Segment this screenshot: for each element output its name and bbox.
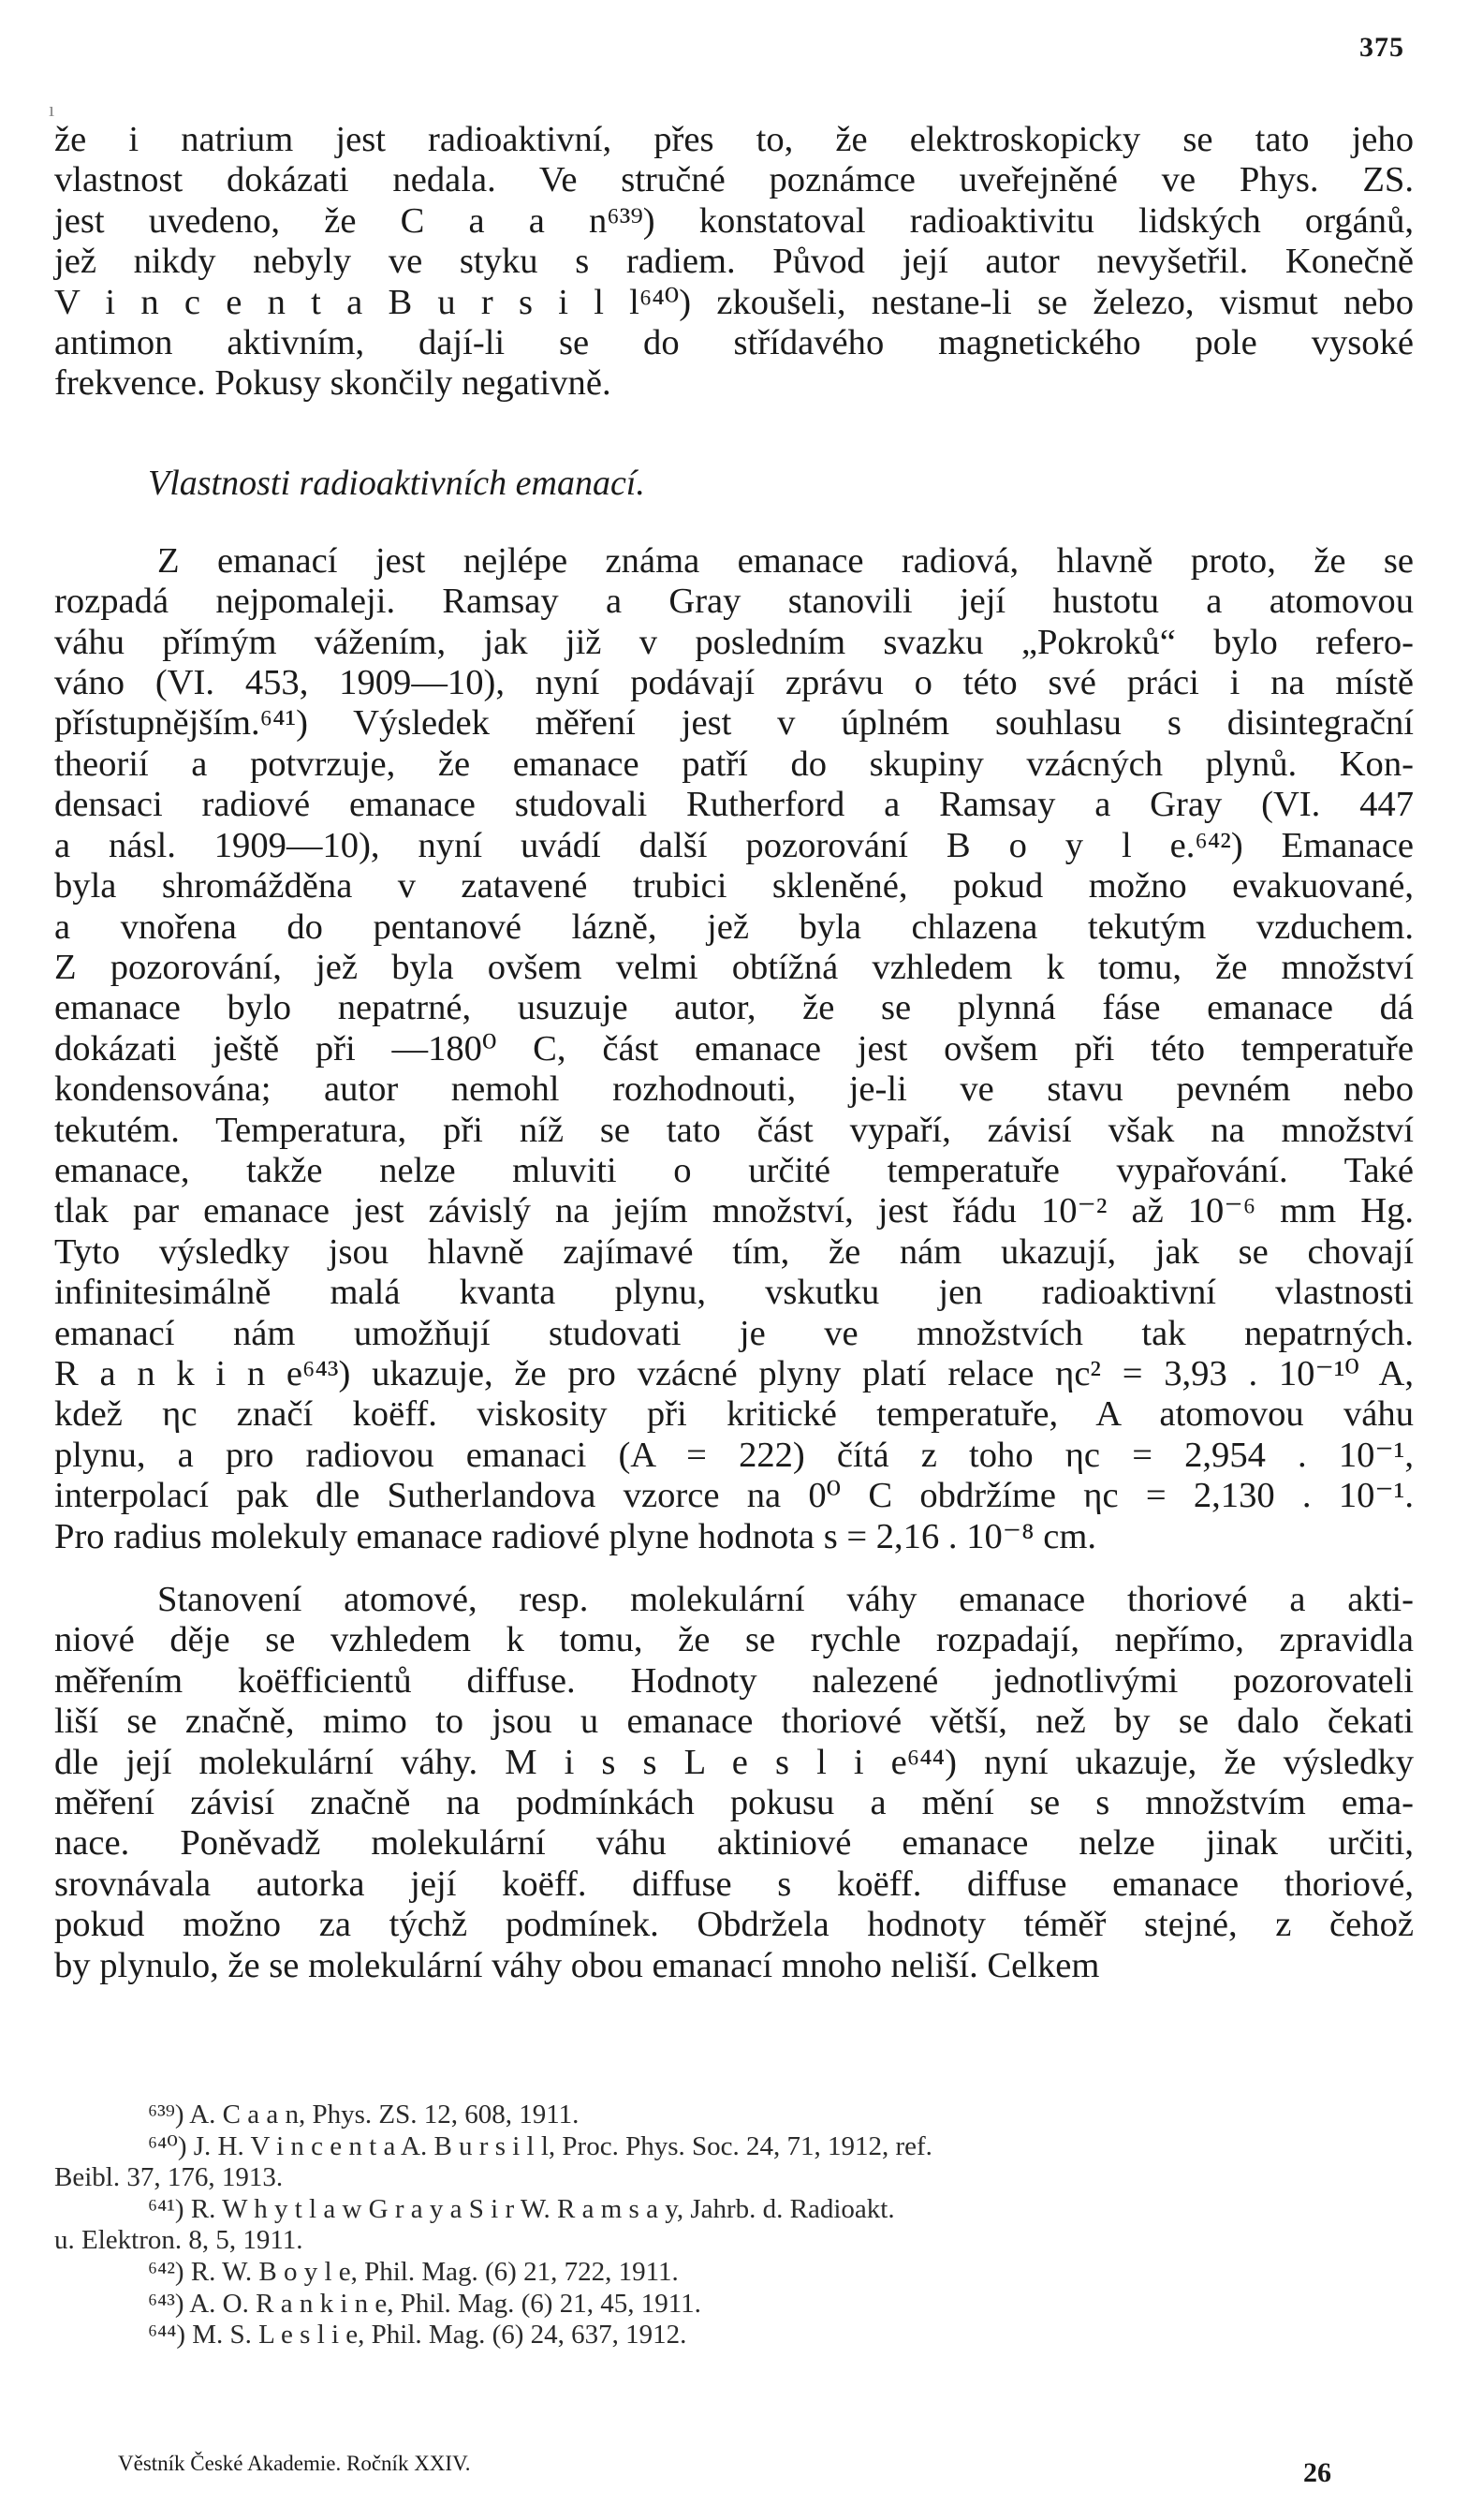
- text-line: Stanovení atomové, resp. molekulární váhy emanace thoriové a akti-: [157, 1580, 1414, 1619]
- footnotes: [54, 2100, 1414, 2351]
- footnote: u. Elektron. 8, 5, 1911.: [54, 2225, 303, 2256]
- margin-mark: ı: [49, 97, 55, 121]
- text-line: měření závisí značně na podmínkách pokusu a mění se s množstvím ema-: [54, 1783, 1414, 1823]
- text-line: dokázati ještě při —180⁰ C, část emanace jest ovšem při této temperatuře: [54, 1028, 1414, 1068]
- paragraph-1: [54, 120, 1414, 405]
- text-line: densaci radiové emanace studovali Rutherford a Ramsay a Gray (VI. 447: [54, 785, 1414, 825]
- text-line: tekutém. Temperatura, při níž se tato část vypaří, závisí však na množství: [54, 1110, 1414, 1150]
- section-heading: Vlastnosti radioaktivních emanací.: [148, 463, 645, 503]
- footnote: ⁶⁴⁴) M. S. L e s l i e, Phil. Mag. (6) 24, 637, 1912.: [148, 2320, 687, 2351]
- text-line: plynu, a pro radiovou emanaci (A = 222) čítá z toho ηc = 2,954 . 10⁻¹,: [54, 1435, 1414, 1475]
- text-line: přístupnějším.⁶⁴¹) Výsledek měření jest v úplném souhlasu s disintegrační: [54, 703, 1414, 744]
- text-line: Tyto výsledky jsou hlavně zajímavé tím, že nám ukazují, jak se chovají: [54, 1231, 1414, 1272]
- text-line: a násl. 1909—10), nyní uvádí další pozorování B o y l e.⁶⁴²) Emanace: [54, 825, 1414, 865]
- text-line: Z emanací jest nejlépe známa emanace radiová, hlavně proto, že se: [157, 540, 1414, 581]
- footnote: ⁶⁴²) R. W. B o y l e, Phil. Mag. (6) 21, 722, 1911.: [148, 2256, 679, 2287]
- footer-signature: 26: [1303, 2457, 1331, 2488]
- footnote: ⁶³⁹) A. C a a n, Phys. ZS. 12, 608, 1911.: [148, 2100, 580, 2129]
- text-line: infinitesimálně malá kvanta plynu, vskutku jen radioaktivní vlastnosti: [54, 1273, 1414, 1313]
- text-line: Z pozorování, jež byla ovšem velmi obtížná vzhledem k tomu, že množství: [54, 947, 1414, 987]
- text-line: a vnořena do pentanové lázně, jež byla chlazena tekutým vzduchem.: [54, 906, 1414, 947]
- text-line: váno (VI. 453, 1909—10), nyní podávají zprávu o této své práci i na místě: [54, 663, 1414, 703]
- text-line: dle její molekulární váhy. M i s s L e s l i e⁶⁴⁴) nyní ukazuje, že výsledky: [54, 1742, 1414, 1782]
- text-line: emanací nám umožňují studovati je ve množstvích tak nepatrných.: [54, 1313, 1414, 1353]
- text-line: tlak par emanace jest závislý na jejím množství, jest řádu 10⁻² až 10⁻⁶ mm Hg.: [54, 1191, 1414, 1231]
- text-line: kdež ηc značí koëff. viskosity při kritické temperatuře, A atomovou váhu: [54, 1394, 1414, 1435]
- text-line: že i natrium jest radioaktivní, přes to, že elektroskopicky se tato jeho: [54, 120, 1414, 159]
- footnote: ⁶⁴³) A. O. R a n k i n e, Phil. Mag. (6) 21, 45, 1911.: [148, 2288, 701, 2319]
- text-line: emanace bylo nepatrné, usuzuje autor, že se plynná fáse emanace dá: [54, 988, 1414, 1028]
- text-line: niové děje se vzhledem k tomu, že se rychle rozpadají, nepřímo, zpravidla: [54, 1620, 1414, 1660]
- text-line: byla shromážděna v zatavené trubici skleněné, pokud možno evakuované,: [54, 866, 1414, 906]
- page-body: [54, 120, 1414, 1986]
- text-line: liší se značně, mimo to jsou u emanace thoriové větší, než by se dalo čekati: [54, 1702, 1414, 1742]
- paragraph-3: [54, 1580, 1414, 1986]
- text-line: antimon aktivním, dají-li se do střídavého magnetického pole vysoké: [54, 323, 1414, 363]
- text-line: vlastnost dokázati nedala. Ve stručné poznámce uveřejněné ve Phys. ZS.: [54, 160, 1414, 200]
- text-line: emanace, takže nelze mluviti o určité temperatuře vypařování. Také: [54, 1150, 1414, 1190]
- text-line: nace. Poněvadž molekulární váhu aktiniové emanace nelze jinak určiti,: [54, 1823, 1414, 1864]
- footnote: ⁶⁴⁰) J. H. V i n c e n t a A. B u r s i l l, Proc. Phys. Soc. 24, 71, 1912, ref.: [148, 2130, 932, 2161]
- text-line: theorií a potvrzuje, že emanace patří do skupiny vzácných plynů. Kon-: [54, 744, 1414, 784]
- footer-journal: Věstník České Akademie. Ročník XXIV.: [118, 2452, 471, 2475]
- text-line: kondensována; autor nemohl rozhodnouti, je-li ve stavu pevném nebo: [54, 1069, 1414, 1110]
- text-line: jež nikdy nebyly ve styku s radiem. Původ její autor nevyšetřil. Konečně: [54, 242, 1414, 282]
- paragraph-2: [54, 541, 1414, 1557]
- text-line: interpolací pak dle Sutherlandova vzorce na 0⁰ C obdržíme ηc = 2,130 . 10⁻¹.: [54, 1476, 1414, 1516]
- footnote: Beibl. 37, 176, 1913.: [54, 2162, 284, 2193]
- text-line: V i n c e n t a B u r s i l l⁶⁴⁰) zkoušeli, nestane-li se železo, vismut nebo: [54, 282, 1414, 322]
- text-line: Pro radius molekuly emanace radiové plyne hodnota s = 2,16 . 10⁻⁸ cm.: [54, 1516, 1097, 1556]
- text-line: váhu přímým vážením, jak již v posledním svazku „Pokroků“ bylo refero-: [54, 622, 1414, 662]
- text-line: měřením koëfficientů diffuse. Hodnoty nalezené jednotlivými pozorovateli: [54, 1660, 1414, 1701]
- text-line: R a n k i n e⁶⁴³) ukazuje, že pro vzácné plyny platí relace ηc² = 3,93 . 10⁻¹⁰ A,: [54, 1353, 1414, 1393]
- page-number: 375: [1359, 32, 1404, 63]
- text-line: frekvence. Pokusy skončily negativně.: [54, 363, 611, 404]
- text-line: rozpadá nejpomaleji. Ramsay a Gray stanovili její hustotu a atomovou: [54, 582, 1414, 622]
- text-line: pokud možno za týchž podmínek. Obdržela hodnoty téměř stejné, z čehož: [54, 1905, 1414, 1945]
- footnote: ⁶⁴¹) R. W h y t l a w G r a y a S i r W. R a m s a y, Jahrb. d. Radioakt.: [148, 2193, 895, 2224]
- text-line: by plynulo, že se molekulární váhy obou emanací mnoho neliší. Celkem: [54, 1945, 1100, 1985]
- text-line: srovnávala autorka její koëff. diffuse s koëff. diffuse emanace thoriové,: [54, 1864, 1414, 1904]
- text-line: jest uvedeno, že C a a n⁶³⁹) konstatoval radioaktivitu lidských orgánů,: [54, 200, 1414, 241]
